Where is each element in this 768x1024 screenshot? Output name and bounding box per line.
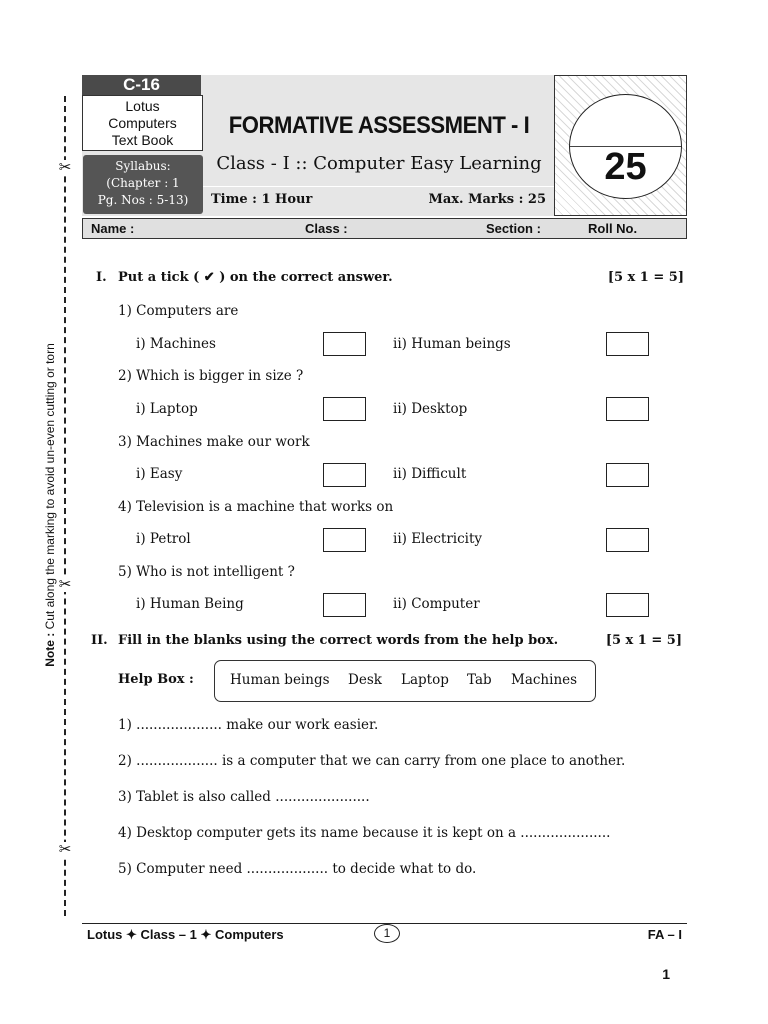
question-5: 5) Who is not intelligent ? — [118, 564, 295, 580]
cut-note-label: Note : — [43, 632, 57, 667]
tick-box[interactable] — [606, 463, 649, 487]
help-word: Machines — [511, 672, 578, 688]
option-a: i) Machines — [136, 336, 216, 352]
section-1-numeral: I. — [96, 270, 107, 285]
help-word: Human beings — [230, 672, 330, 688]
tick-box[interactable] — [323, 463, 366, 487]
page-subtitle: Class - I :: Computer Easy Learning — [216, 153, 542, 174]
tick-box[interactable] — [323, 528, 366, 552]
section-2-marks: [5 x 1 = 5] — [605, 633, 682, 648]
book-line: Lotus — [125, 98, 160, 114]
sheet-page-number: 1 — [662, 966, 670, 982]
option-a: i) Human Being — [136, 596, 244, 612]
scissors-icon: ✂ — [58, 840, 72, 858]
page-title: FORMATIVE ASSESSMENT - I — [228, 112, 530, 139]
fill-blank-1: 1) .................... make our work easier. — [118, 717, 379, 733]
total-marks: 25 — [604, 146, 647, 188]
question-2: 2) Which is bigger in size ? — [118, 368, 304, 384]
tick-box[interactable] — [606, 528, 649, 552]
book-line: Computers — [108, 115, 177, 131]
cut-note — [43, 343, 57, 667]
help-word: Desk — [348, 672, 382, 688]
help-box-label: Help Box : — [118, 672, 194, 687]
question-1: 1) Computers are — [118, 303, 239, 319]
tick-box[interactable] — [606, 332, 649, 356]
section-label: Section : — [486, 221, 541, 236]
question-4: 4) Television is a machine that works on — [118, 499, 394, 515]
tick-box[interactable] — [606, 397, 649, 421]
cut-line — [64, 96, 66, 916]
student-info-row — [82, 218, 687, 239]
class-label: Class : — [305, 221, 348, 236]
tick-box[interactable] — [323, 593, 366, 617]
section-2-heading: Fill in the blanks using the correct words from the help box. — [118, 633, 559, 648]
syllabus-box — [83, 155, 203, 214]
book-line: Text Book — [111, 132, 174, 148]
syllabus-line: Pg. Nos : 5-13) — [97, 193, 189, 207]
fill-blank-2: 2) ................... is a computer that we can carry from one place to another. — [118, 753, 626, 769]
name-label: Name : — [91, 221, 135, 236]
question-3: 3) Machines make our work — [118, 434, 310, 450]
option-a: i) Petrol — [136, 531, 191, 547]
syllabus-line: Syllabus: — [115, 159, 171, 173]
section-2-numeral: II. — [91, 633, 108, 648]
option-a: i) Easy — [136, 466, 183, 482]
option-a: i) Laptop — [136, 401, 198, 417]
tick-box[interactable] — [606, 593, 649, 617]
book-title-box — [82, 95, 203, 151]
footer-left: Lotus ✦ Class – 1 ✦ Computers — [87, 927, 284, 942]
time-label: Time : 1 Hour — [211, 192, 313, 207]
option-b: ii) Human beings — [393, 336, 511, 352]
max-marks-label: Max. Marks : 25 — [428, 192, 546, 207]
footer-right: FA – I — [647, 927, 682, 942]
fill-blank-5: 5) Computer need ................... to decide what to do. — [118, 861, 477, 877]
cut-note-text: Cut along the marking to avoid un-even cutting or torn — [43, 343, 57, 633]
roll-label: Roll No. — [588, 221, 638, 236]
section-1-heading: Put a tick ( ✔ ) on the correct answer. — [118, 270, 393, 285]
tick-box[interactable] — [323, 397, 366, 421]
option-b: ii) Difficult — [393, 466, 467, 482]
tick-box[interactable] — [323, 332, 366, 356]
section-1-marks: [5 x 1 = 5] — [607, 270, 684, 285]
syllabus-line: (Chapter : 1 — [106, 176, 180, 190]
help-word: Laptop — [401, 672, 449, 688]
scissors-icon: ✂ — [58, 575, 72, 593]
fill-blank-3: 3) Tablet is also called ...................... — [118, 789, 370, 805]
help-word: Tab — [467, 672, 492, 688]
fill-blank-4: 4) Desktop computer gets its name because it is kept on a ..................... — [118, 825, 611, 841]
option-b: ii) Computer — [393, 596, 480, 612]
scissors-icon: ✂ — [58, 158, 72, 176]
option-b: ii) Electricity — [393, 531, 483, 547]
option-b: ii) Desktop — [393, 401, 468, 417]
book-code: C-16 — [82, 75, 201, 95]
footer-page-number: 1 — [374, 924, 400, 943]
